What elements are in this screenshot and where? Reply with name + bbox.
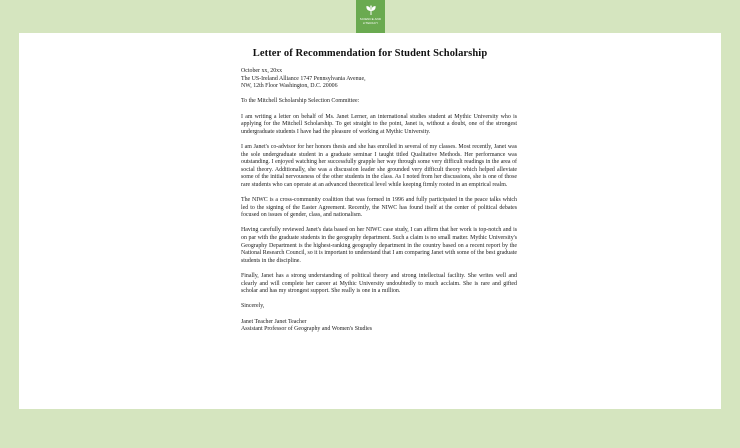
- paragraph-1: I am writing a letter on behalf of Ms. Janet Lerner, an international studies student at Mythic University who is applying for the Mitchell Scholarship. To get straight to the point, Janet is, without a doubt, one of the strongest undergraduate students I have had the pleasure of working at Mythic University.: [241, 113, 517, 135]
- logo-text: SCIENCE AND LITERACY: [359, 17, 382, 25]
- letter-body: [241, 68, 517, 334]
- signer-position: Assistant Professor of Geography and Women's Studies: [241, 326, 373, 333]
- signature: Janet Teacher Janet Teacher: [241, 318, 307, 325]
- paragraph-3: The NIWC is a cross-community coalition that was formed in 1996 and fully participated in the peace talks which led to the signing of the Easter Agreement. Recently, the NIWC has found itself at the center of political debates focused on issues of gender, class, and nationalism.: [241, 197, 517, 219]
- paragraph-4: Having carefully reviewed Janet's data based on her NIWC case study, I can affirm that her work is top-notch and is on par with the graduate students in the geography department. Such a claim is no small matter. Mythic University's Geography Department is the highest-ranking geography department in the country based on a recent report by the National Research Council, so it is important to understand that I am comparing Janet with some of the best graduate students in the discipline.: [241, 227, 517, 264]
- letter-date: October xx, 20xx: [241, 68, 283, 74]
- recipient-address-line1: The US-Ireland Alliance 1747 Pennsylvania Avenue,: [241, 75, 366, 82]
- brand-logo: [356, 0, 385, 35]
- leaf-icon: [365, 5, 377, 16]
- paragraph-5: Finally, Janet has a strong understanding of political theory and strong intellectual facility. She writes well and clearly and will complete her career at Mythic University undoubtedly to much acclaim. She is rare and gifted scholar and has my strongest support. She really is one in a million.: [241, 273, 517, 295]
- salutation: To the Mitchell Scholarship Selection Committee:: [241, 98, 360, 105]
- paragraph-2: I am Janet's co-advisor for her honors thesis and she has enrolled in several of my classes. Most recently, Janet was the sole undergraduate student in a graduate seminar I taught titled Qualitative Methods. Her performance was outstanding. I enjoyed watching her successfully grapple her way through some very difficult readings in the area of social theory. Additionally, she was a discussion leader she grounded very difficult theory which helped alleviate some of the initial nervousness of the other students in the class. As I noted from her discussions, she is one of those rare students who can operate at an advanced theoretical level while keeping firmly rooted in an empirical realm.: [241, 143, 517, 188]
- letter-title: Letter of Recommendation for Student Scholarship: [252, 48, 488, 59]
- document-page: [19, 33, 721, 409]
- recipient-address-line2: NW, 12th Floor Washington, D.C. 20006: [241, 83, 338, 90]
- closing: Sincerely,: [241, 303, 265, 310]
